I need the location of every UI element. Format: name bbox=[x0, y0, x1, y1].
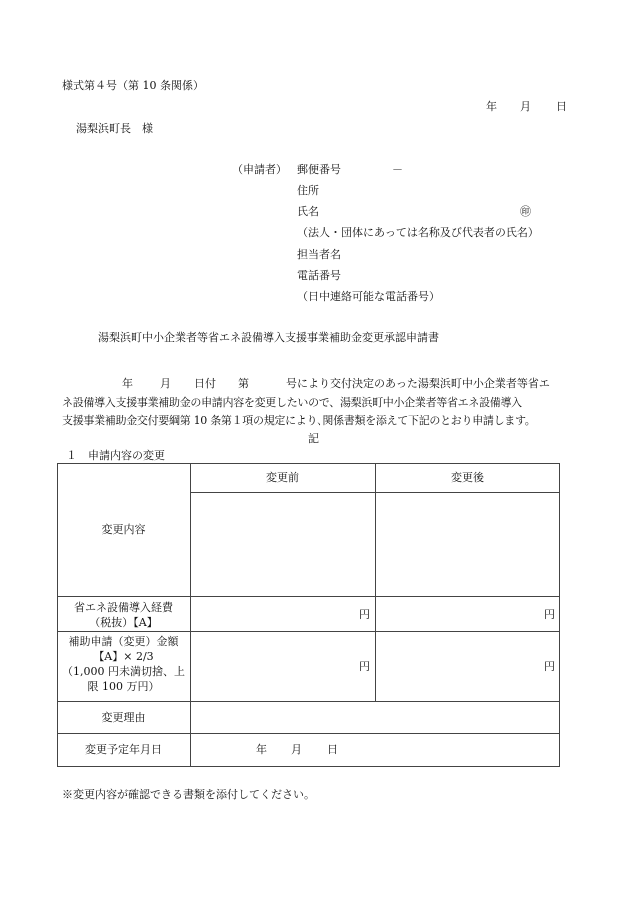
row-cost-label-line1: 省エネ設備導入経費 bbox=[74, 601, 173, 614]
date-month-label: 月 bbox=[520, 100, 531, 113]
date-day-label: 日 bbox=[556, 100, 567, 113]
body-month: 月 bbox=[160, 377, 171, 390]
applicant-label: （申請者） bbox=[232, 163, 287, 176]
table-rule bbox=[57, 733, 560, 734]
name-label: 氏名 bbox=[297, 205, 319, 218]
section1-heading: １ 申請内容の変更 bbox=[66, 449, 165, 462]
table-rule bbox=[190, 463, 191, 767]
row-subsidy-label-line4: 限 100 万円） bbox=[87, 680, 160, 693]
footnote: ※変更内容が確認できる書類を添付してください。 bbox=[62, 788, 315, 801]
row-cost-label-line2: （税抜）【A】 bbox=[89, 616, 158, 629]
contact-person-label: 担当者名 bbox=[297, 248, 341, 261]
phone-note: （日中連絡可能な電話番号） bbox=[297, 290, 440, 303]
body-line2: ネ設備導入支援事業補助金の申請内容を変更したいので、湯梨浜町中小企業者等省エネ設備導入 bbox=[62, 396, 522, 409]
body-year: 年 bbox=[122, 377, 133, 390]
cost-before-yen: 円 bbox=[359, 608, 370, 621]
row-subsidy-label bbox=[57, 634, 190, 694]
seal-mark: ㊞ bbox=[520, 205, 531, 218]
row-reason-label: 変更理由 bbox=[101, 711, 146, 724]
subsidy-before-yen: 円 bbox=[359, 660, 370, 673]
body-line3: 支援事業補助金交付要綱第 10 条第１項の規定により､関係書類を添えて下記のとおり申請します。 bbox=[62, 414, 536, 427]
cost-after-yen: 円 bbox=[544, 608, 555, 621]
table-rule bbox=[57, 701, 560, 702]
subsidy-after-yen: 円 bbox=[544, 660, 555, 673]
table-border-top bbox=[57, 463, 560, 464]
change-before-field[interactable] bbox=[192, 494, 373, 594]
table-border-bottom bbox=[57, 766, 560, 767]
addressee: 湯梨浜町長 様 bbox=[76, 122, 153, 135]
table-rule bbox=[375, 463, 376, 701]
phone-label: 電話番号 bbox=[297, 269, 341, 282]
scheduled-date-month: 月 bbox=[291, 743, 302, 756]
address-label: 住所 bbox=[297, 184, 319, 197]
table-rule bbox=[57, 631, 560, 632]
header-after: 変更後 bbox=[451, 471, 484, 484]
row-subsidy-label-line2: 【A】× 2/3 bbox=[93, 650, 154, 663]
name-note: （法人・団体にあっては名称及び代表者の氏名） bbox=[297, 226, 539, 239]
body-day-ref: 日付 bbox=[194, 377, 216, 390]
body-line1-rest: 号により交付決定のあった湯梨浜町中小企業者等省エ bbox=[286, 377, 550, 390]
postal-code-dash: － bbox=[392, 163, 403, 176]
body-number-ref: 第 bbox=[238, 377, 249, 390]
header-before: 変更前 bbox=[266, 471, 299, 484]
scheduled-date-day: 日 bbox=[327, 743, 338, 756]
table-border-right bbox=[559, 463, 560, 767]
change-after-field[interactable] bbox=[377, 494, 558, 594]
row-date-label: 変更予定年月日 bbox=[85, 743, 162, 756]
date-year-label: 年 bbox=[486, 100, 497, 113]
row-content-label: 変更内容 bbox=[101, 523, 146, 536]
scheduled-date-year: 年 bbox=[256, 743, 267, 756]
row-subsidy-label-line3: （1,000 円未満切捨、上 bbox=[62, 665, 185, 678]
document-title: 湯梨浜町中小企業者等省エネ設備導入支援事業補助金変更承認申請書 bbox=[98, 331, 439, 344]
table-rule bbox=[57, 596, 560, 597]
row-subsidy-label-line1: 補助申請（変更）金額 bbox=[68, 635, 179, 648]
postal-code-label: 郵便番号 bbox=[297, 163, 341, 176]
row-cost-label bbox=[57, 600, 190, 630]
ki-label: 記 bbox=[308, 432, 319, 445]
change-reason-field[interactable] bbox=[192, 703, 558, 731]
form-number: 様式第４号（第 10 条関係） bbox=[62, 79, 204, 92]
